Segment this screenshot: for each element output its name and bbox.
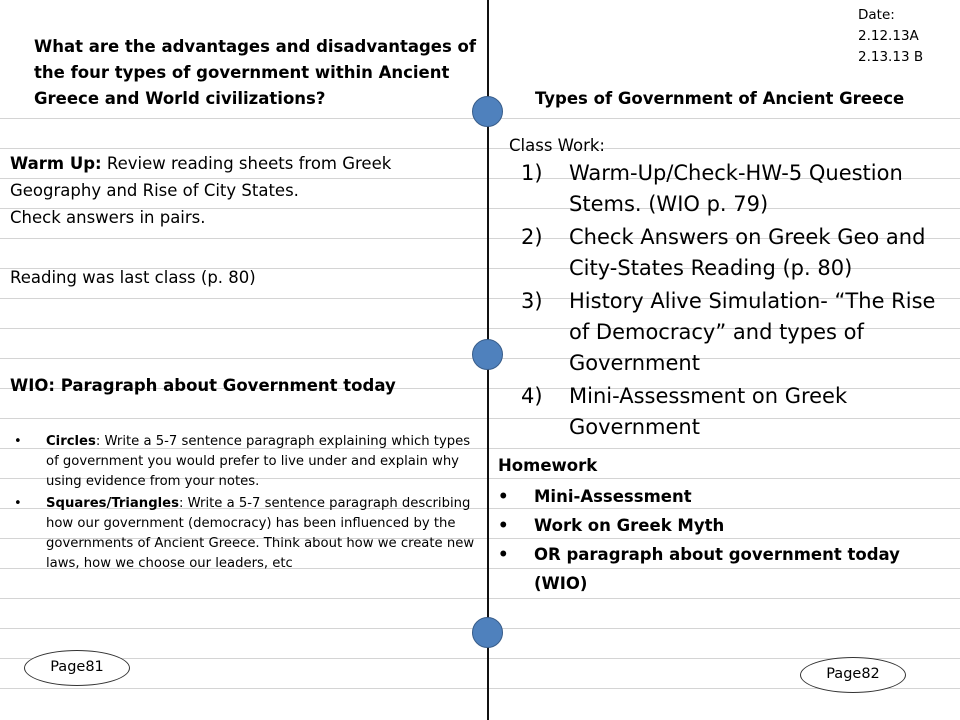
item-text: Warm-Up/Check-HW-5 Question Stems. (WIO p. 79) <box>569 161 903 216</box>
item-number: 1) <box>521 161 543 185</box>
list-item: • Work on Greek Myth <box>498 511 953 540</box>
warm-up-text: Review reading sheets from Greek Geography and Rise of City States. <box>10 154 392 200</box>
wio-heading: WIO: Paragraph about Government today <box>10 376 396 395</box>
list-item <box>521 381 953 443</box>
wio-item-text: : Write a 5-7 sentence paragraph explaining which types of government you would prefer to live under and explain why using evidence from your notes. <box>46 434 471 489</box>
item-number: 2) <box>521 225 543 249</box>
binder-hole-icon <box>472 617 503 648</box>
item-text: Mini-Assessment on Greek Government <box>569 384 848 439</box>
list-item: • Mini-Assessment <box>498 482 953 511</box>
page-title: Types of Government of Ancient Greece <box>535 89 905 108</box>
warm-up-section <box>10 150 470 231</box>
date-label: Date: <box>858 7 895 23</box>
warm-up-line2: Check answers in pairs. <box>10 208 206 227</box>
class-work-list <box>521 158 953 445</box>
wio-item-label: Squares/Triangles <box>46 496 179 511</box>
ruled-line <box>0 598 960 599</box>
date-line: 2.13.13 B <box>858 49 924 65</box>
item-number: 4) <box>521 384 543 408</box>
page-number-left: Page81 <box>24 650 130 686</box>
homework-heading: Homework <box>498 456 598 475</box>
wio-list <box>10 432 485 576</box>
warm-up-label: Warm Up: <box>10 154 102 173</box>
ruled-line <box>0 148 960 149</box>
reading-note: Reading was last class (p. 80) <box>10 268 256 287</box>
homework-list <box>498 482 953 598</box>
list-item: • OR paragraph about government today (WIO) <box>498 540 953 598</box>
date-line: 2.12.13A <box>858 28 919 44</box>
item-text: History Alive Simulation- “The Rise of Democracy” and types of Government <box>569 289 936 375</box>
item-text: Check Answers on Greek Geo and City-States Reading (p. 80) <box>569 225 926 280</box>
list-item <box>521 158 953 220</box>
essential-question: What are the advantages and disadvantages of the four types of government within Ancient Greece and World civilizations? <box>34 37 477 108</box>
class-work-label: Class Work: <box>509 136 605 155</box>
ruled-line <box>0 658 960 659</box>
list-item <box>10 494 485 574</box>
binder-hole-icon <box>472 339 503 370</box>
date-block <box>858 5 923 68</box>
list-item <box>10 432 485 492</box>
list-item <box>521 286 953 379</box>
item-number: 3) <box>521 289 543 313</box>
wio-item-text: : Write a 5-7 sentence paragraph describing how our government (democracy) has been influenced by the governments of Ancient Greece. Think about how we create new laws, how we choose our leaders, etc <box>46 496 475 571</box>
page-number-right: Page82 <box>800 657 906 693</box>
list-item <box>521 222 953 284</box>
wio-item-label: Circles <box>46 434 96 449</box>
